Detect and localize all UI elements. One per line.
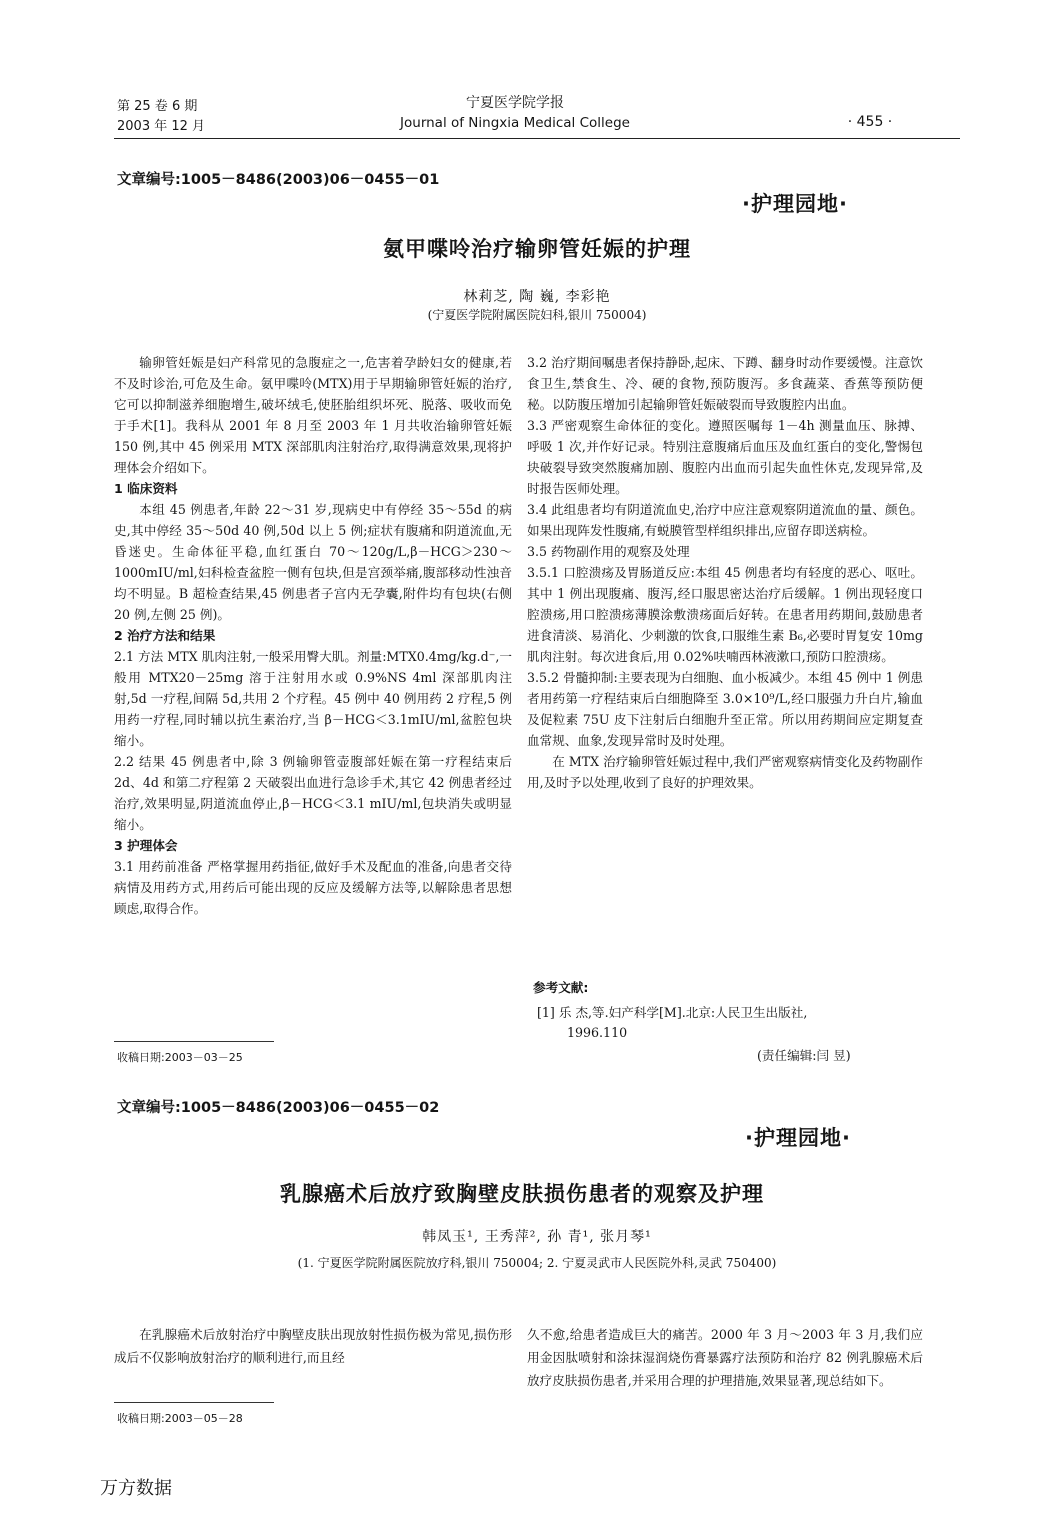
- paragraph: 本组 45 例患者,年龄 22～31 岁,现病史中有停经 35～55d 的病史,其中停经 35～50d 40 例,50d 以上 5 例;症状有腹痛和阴道流血,无昏迷史。生命体征平稳,血红蛋白 70～120g/L,β－HCG＞230～1000mIU/ml,妇科检查盆腔一侧有包块,但是宫颈举痛,腹部移动性浊音均不明显。B 超检查结果,45 例患者子宫内无孕囊,附件均有包块(右侧 20 例,左侧 25 例)。: [114, 502, 512, 622]
- authors-2: 韩凤玉¹, 王秀萍², 孙 青¹, 张月琴¹: [422, 1229, 652, 1245]
- section-heading: 2 治疗方法和结果: [114, 628, 216, 643]
- paragraph: 在乳腺癌术后放射治疗中胸壁皮肤出现放射性损伤极为常见,损伤形成后不仅影响放射治疗的顺利进行,而且经: [114, 1327, 512, 1365]
- affiliation: (宁夏医学院附属医院妇科,银川 750004): [427, 308, 647, 322]
- journal-title-cn: 宁夏医学院学报: [466, 95, 564, 111]
- column-tag-2: ·护理园地·: [745, 1126, 851, 1150]
- responsible-editor: (责任编辑:闫 昱): [757, 1048, 851, 1063]
- article-number-2: 文章编号:1005－8486(2003)06－0455－02: [117, 1100, 440, 1116]
- paragraph: 输卵管妊娠是妇产科常见的急腹症之一,危害着孕龄妇女的健康,若不及时诊治,可危及生命。氨甲喋呤(MTX)用于早期输卵管妊娠的治疗,它可以抑制滋养细胞增生,破坏绒毛,使胚胎组织坏死、脱落、吸收而免于手术[1]。我科从 2001 年 8 月至 2003 年 1 月共收治输卵管妊娠 150 例,其中 45 例采用 MTX 深部肌肉注射治疗,取得满意效果,现将护理体会介绍如下。: [114, 355, 512, 475]
- left-column-2: [114, 1323, 512, 1369]
- paragraph: 3.2 治疗期间嘱患者保持静卧,起床、下蹲、翻身时动作要缓慢。注意饮食卫生,禁食生、冷、硬的食物,预防腹泻。多食蔬菜、香蕉等预防便秘。以防腹压增加引起输卵管妊娠破裂而导致腹腔内出血。: [527, 355, 923, 412]
- article-title-2: 乳腺癌术后放疗致胸壁皮肤损伤患者的观察及护理: [280, 1182, 764, 1206]
- page-number: · 455 ·: [847, 114, 893, 130]
- reference-item: [1] 乐 杰,等.妇产科学[M].北京:人民卫生出版社,: [537, 1005, 808, 1020]
- received-date: 收稿日期:2003－03－25: [117, 1051, 243, 1064]
- authors: 林莉芝, 陶 巍, 李彩艳: [463, 289, 611, 305]
- paragraph: 3.4 此组患者均有阴道流血史,治疗中应注意观察阴道流血的量、颜色。如果出现阵发性腹痛,有蜕膜管型样组织排出,应留存即送病检。: [527, 502, 923, 538]
- paragraph: 3.3 严密观察生命体征的变化。遵照医嘱每 1－4h 测量血压、脉搏、呼吸 1 次,并作好记录。特别注意腹痛后血压及血红蛋白的变化,警惕包块破裂导致突然腹痛加剧、腹腔内出血而引起失血性休克,发现异常,及时报告医师处理。: [527, 418, 923, 496]
- affiliation-2: (1. 宁夏医学院附属医院放疗科,银川 750004; 2. 宁夏灵武市人民医院外科,灵武 750400): [297, 1256, 777, 1270]
- paragraph: 3.5 药物副作用的观察及处理: [527, 544, 690, 559]
- received-date-2: 收稿日期:2003－05－28: [117, 1412, 243, 1425]
- paragraph: 在 MTX 治疗输卵管妊娠过程中,我们严密观察病情变化及药物副作用,及时予以处理,收到了良好的护理效果。: [527, 754, 923, 790]
- paragraph: 2.2 结果 45 例患者中,除 3 例输卵管壶腹部妊娠在第一疗程结束后 2d、4d 和第二疗程第 2 天破裂出血进行急诊手术,其它 42 例患者经过治疗,效果明显,阴道流血停止,β－HCG＜3.1 mIU/ml,包块消失或明显缩小。: [114, 754, 512, 832]
- journal-title-en: Journal of Ningxia Medical College: [400, 115, 630, 131]
- references-heading: 参考文献:: [533, 980, 589, 995]
- section-heading: 1 临床资料: [114, 481, 178, 496]
- footnote-rule: [114, 1041, 274, 1042]
- right-column-2: [527, 1323, 923, 1392]
- paragraph: 久不愈,给患者造成巨大的痛苦。2000 年 3 月～2003 年 3 月,我们应用金因肽喷射和涂抹湿润烧伤膏暴露疗法预防和治疗 82 例乳腺癌术后放疗皮肤损伤患者,并采用合理的护理措施,效果显著,现总结如下。: [527, 1327, 923, 1388]
- volume-issue: 第 25 卷 6 期: [117, 99, 198, 114]
- paragraph: 3.5.2 骨髓抑制:主要表现为白细胞、血小板减少。本组 45 例中 1 例患者用药第一疗程结束后白细胞降至 3.0×10⁹/L,经口服强力升白片,输血及促粒素 75U 皮下注射后白细胞升至正常。所以用药期间应定期复查血常规、血象,发现异常时及时处理。: [527, 670, 923, 748]
- article-number: 文章编号:1005－8486(2003)06－0455－01: [117, 172, 440, 188]
- paragraph: 3.1 用药前准备 严格掌握用药指征,做好手术及配血的准备,向患者交待病情及用药方式,用药后可能出现的反应及缓解方法等,以解除患者思想顾虑,取得合作。: [114, 859, 512, 916]
- section-heading: 3 护理体会: [114, 838, 178, 853]
- watermark: 万方数据: [100, 1478, 172, 1499]
- paragraph: 3.5.1 口腔溃疡及胃肠道反应:本组 45 例患者均有轻度的恶心、呕吐。其中 1 例出现腹痛、腹泻,经口服思密达治疗后缓解。1 例出现轻度口腔溃疡,用口腔溃疡薄膜涂敷溃疡面后好转。在患者用药期间,鼓励患者进食清淡、易消化、少刺激的饮食,口服维生素 B₆,必要时胃复安 10mg 肌肉注射。每次进食后,用 0.02%呋喃西林液漱口,预防口腔溃疡。: [527, 565, 923, 664]
- footnote-rule-2: [114, 1402, 274, 1403]
- article-title: 氨甲喋呤治疗输卵管妊娠的护理: [383, 237, 691, 261]
- right-column: [527, 352, 923, 793]
- paragraph: 2.1 方法 MTX 肌肉注射,一般采用臀大肌。剂量:MTX0.4mg/kg.d⁻,一般用 MTX20－25mg 溶于注射用水或 0.9%NS 4ml 深部肌肉注射,5d 一疗程,间隔 5d,共用 2 个疗程。45 例中 40 例用药 2 疗程,5 例用药一疗程,同时辅以抗生素治疗,当 β－HCG＜3.1mIU/ml,盆腔包块缩小。: [114, 649, 512, 748]
- left-column: [114, 352, 512, 919]
- reference-item-continued: 1996.110: [567, 1025, 628, 1040]
- column-tag: ·护理园地·: [742, 192, 848, 216]
- issue-date: 2003 年 12 月: [117, 119, 206, 134]
- header-rule: [114, 138, 960, 139]
